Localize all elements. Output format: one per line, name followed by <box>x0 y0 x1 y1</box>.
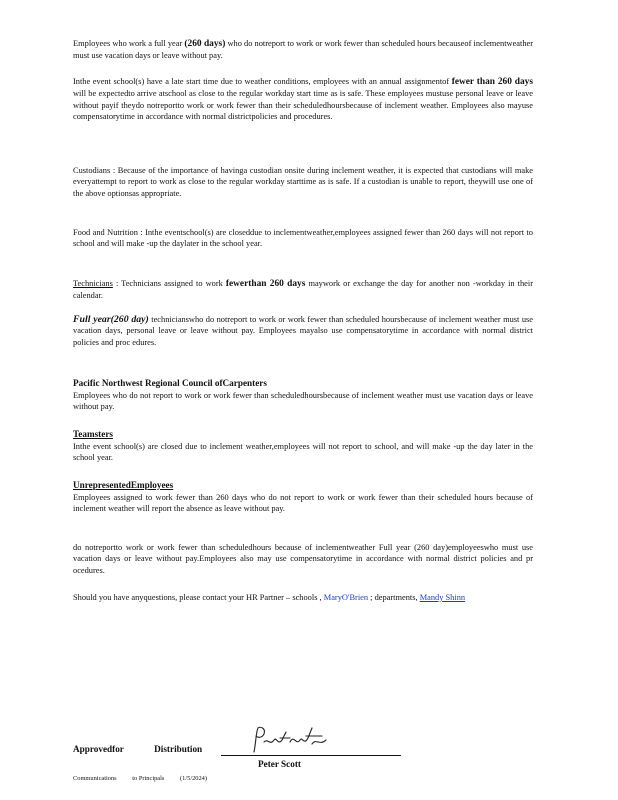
teamsters-heading: Teamsters <box>73 429 113 439</box>
carpenters-heading: Pacific Northwest Regional Council ofCarpenters <box>73 378 267 388</box>
unrepresented-heading: UnrepresentedEmployees <box>73 480 174 490</box>
text: maywork or exchange the day for another non -workday in their calendar. <box>73 279 533 301</box>
paragraph-full-year-technicians <box>73 314 533 348</box>
teamsters-text: Inthe event school(s) are closed due to inclement weather,employees will not report to school, and will make -up the day later in the school year. <box>73 442 533 463</box>
text: Full year (260 day)employeeswho must use vacation days or leave without pay.Employees also may use compensatorytime in accordance with normal district policies and pr ocedures. <box>73 543 533 575</box>
emphasis: fewer than 260 days <box>451 77 533 87</box>
text: who do notreport to work or work fewer than scheduled hours becauseof inclementweather must use vacation days or leave without pay. <box>73 39 534 61</box>
text: Employees who work a full year <box>73 39 183 48</box>
footer <box>73 775 221 782</box>
distribution-label: Distribution <box>154 744 203 754</box>
footer-text: to Principals <box>132 775 165 782</box>
paragraph-food-nutrition: Food and Nutrition : Inthe eventschool(s) are closeddue to inclementweather,employees assigned fewer than 260 days will not report to school and will make -up the daylater in the school year. <box>73 228 533 249</box>
unrepresented-text-2 <box>73 542 533 576</box>
text: technicianswho do notreport to work or work fewer than scheduled hoursbecause of inclement weather must use vacation days, personal leave or leave without pay. Employees mayalso use compensatorytime in accordance with normal district policies and proc edures. <box>73 315 533 347</box>
paragraph-contact <box>73 592 533 603</box>
text: : Technicians assigned to work <box>115 279 223 288</box>
paragraph-late-start <box>73 76 533 123</box>
text: will be expectedto arrive atschool as close to the regular workday start time as is safe. These employees mustuse personal leave or leave without payif theydo notreportto work or work fewer than their scheduledhoursbecause of inclement weather. Employees also mayuse compensatorytime in accordance with normal districtpolicies and procedures. <box>73 89 533 122</box>
emphasis: fewerthan 260 days <box>225 279 306 289</box>
footer-date: (1/5/2024) <box>180 775 208 782</box>
emphasis: Full year(260 day) <box>73 314 149 325</box>
paragraph-custodians: Custodians : Because of the importance of havinga custodian onsite during inclement weather, it is expected that custodians will make everyattempt to report to work as close to the regular workday starttime as is safe. If a custodian is unable to report, theywill use one of the above optionsas appropriate. <box>73 166 533 198</box>
footer-text: Communications <box>73 775 117 782</box>
paragraph-technicians <box>73 278 533 302</box>
text: ; departments, <box>370 593 418 602</box>
text: Should you have anyquestions, please contact your HR Partner – schools , <box>73 593 322 602</box>
approval-label <box>73 744 230 754</box>
emphasis: (260 days) <box>184 39 226 49</box>
paragraph-full-year <box>73 38 533 62</box>
signer-name: Peter Scott <box>258 759 301 769</box>
signature-line <box>221 755 401 756</box>
text: do notreportto work or work fewer than scheduledhours because of inclementweather <box>73 543 376 552</box>
mary-obrien-link[interactable]: MaryO'Brien <box>323 593 369 602</box>
approved-for-label: Approvedfor <box>73 744 124 754</box>
carpenters-text: Employees who do not report to work or work fewer than scheduledhoursbecause of inclement weather must use vacation days or leave without pay. <box>73 391 533 412</box>
mandy-shinn-link[interactable]: Mandy Shinn <box>419 593 466 602</box>
signature-image <box>250 724 330 756</box>
technicians-label: Technicians <box>73 279 113 288</box>
text: Inthe event school(s) have a late start time due to weather conditions, employees with an annual assignmentof <box>73 77 450 86</box>
unrepresented-text-1: Employees assigned to work fewer than 260 days who do not report to work or work fewer than their scheduled hours because of inclement weather will report the absence as leave without pay. <box>73 493 533 514</box>
